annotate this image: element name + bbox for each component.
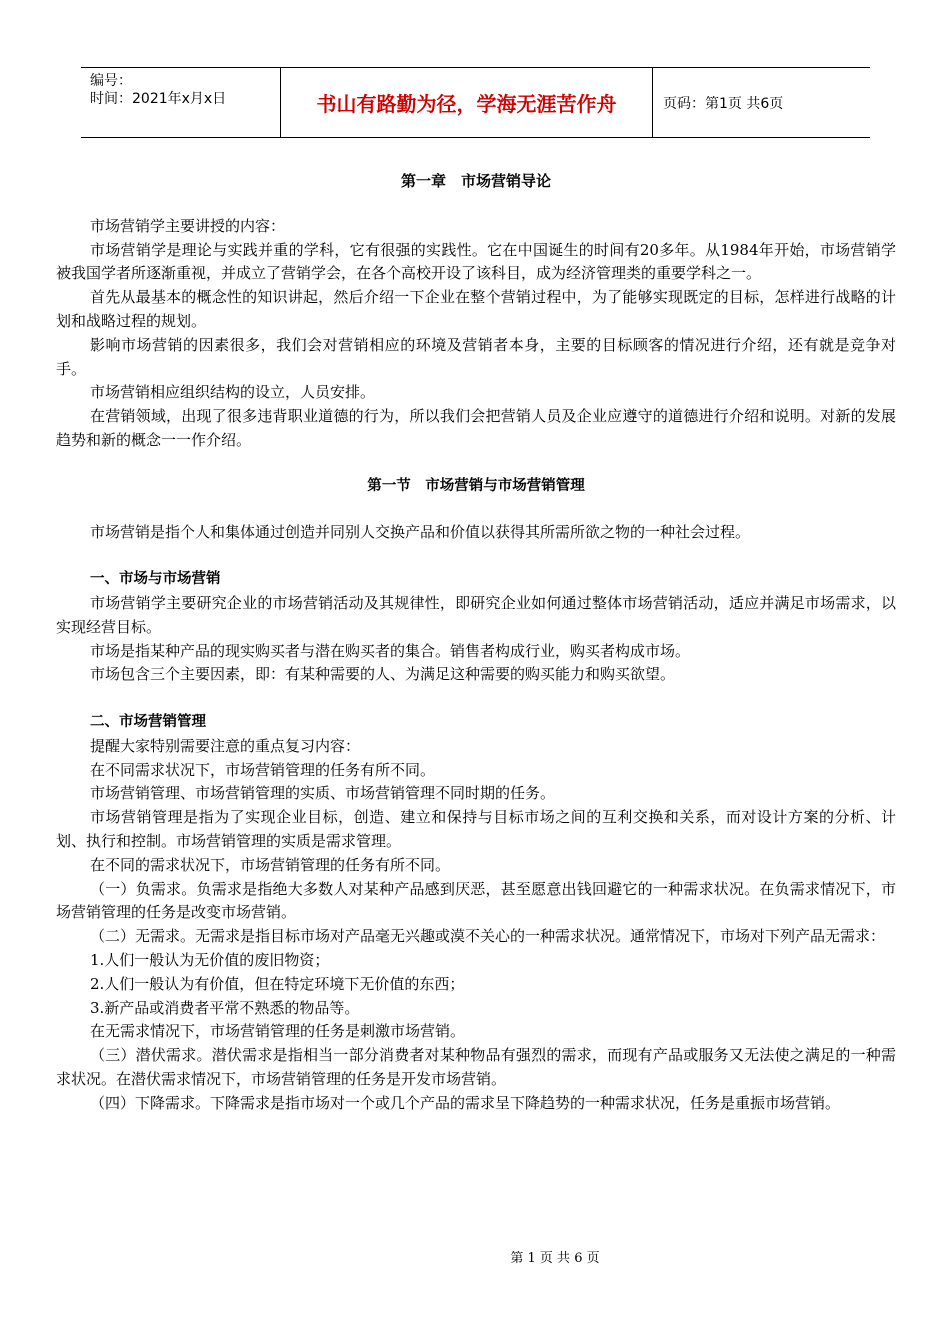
section-definition: 市场营销是指个人和集体通过创造并同别人交换产品和价值以获得其所需所欲之物的一种社会过程。: [90, 522, 751, 541]
paragraph: 在不同需求状况下，市场营销管理的任务有所不同。: [90, 760, 436, 779]
paragraph: 提醒大家特别需要注意的重点复习内容：: [90, 736, 361, 755]
paragraph: 在营销领域，出现了很多违背职业道德的行为，所以我们会把营销人员及企业应遵守的道德进行介绍和说明。对新的发展趋势和新的概念一一作介绍。: [56, 407, 896, 449]
chapter-title: 第一章 市场营销导论: [400, 172, 551, 190]
paragraph: （四）下降需求。下降需求是指市场对一个或几个产品的需求呈下降趋势的一种需求状况，任务是重振市场营销。: [90, 1093, 841, 1112]
page-footer: 第 1 页 共 6 页: [510, 1251, 600, 1266]
paragraph: 市场营销管理是指为了实现企业目标，创造、建立和保持与目标市场之间的互利交换和关系，而对设计方案的分析、计划、执行和控制。市场营销管理的实质是需求管理。: [56, 808, 896, 850]
header-motto: 书山有路勤为径，学海无涯苦作舟: [281, 68, 653, 137]
list-item: 1.人们一般认为无价值的废旧物资；: [90, 950, 330, 969]
header-left-cell: [81, 68, 281, 137]
header-table: [81, 67, 870, 138]
paragraph: 在无需求情况下，市场营销管理的任务是刺激市场营销。: [90, 1022, 466, 1041]
paragraph: （二）无需求。无需求是指目标市场对产品毫无兴趣或漠不关心的一种需求状况。通常情况下，市场对下列产品无需求：: [90, 927, 886, 946]
section-title: 第一节 市场营销与市场营销管理: [367, 477, 585, 494]
header-page-label: 页码：第1页 共6页: [663, 95, 784, 112]
paragraph: 市场包含三个主要因素，即：有某种需要的人、为满足这种需要的购买能力和购买欲望。: [90, 665, 676, 684]
paragraph: 市场是指某种产品的现实购买者与潜在购买者的集合。销售者构成行业，购买者构成市场。: [90, 641, 691, 660]
list-item: 3.新产品或消费者平常不熟悉的物品等。: [90, 998, 360, 1017]
list-item: 2.人们一般认为有价值，但在特定环境下无价值的东西；: [90, 974, 465, 993]
paragraph: 市场营销学主要研究企业的市场营销活动及其规律性，即研究企业如何通过整体市场营销活动，适应并满足市场需求，以实现经营目标。: [56, 593, 896, 636]
paragraph: 首先从最基本的概念性的知识讲起，然后介绍一下企业在整个营销过程中，为了能够实现既定的目标，怎样进行战略的计划和战略过程的规划。: [56, 288, 896, 330]
paragraph: （三）潜伏需求。潜伏需求是指相当一部分消费者对某种物品有强烈的需求，而现有产品或服务又无法使之满足的一种需求状况。在潜伏需求情况下，市场营销管理的任务是开发市场营销。: [56, 1046, 896, 1088]
subsection-title: 一、市场与市场营销: [90, 571, 221, 588]
paragraph: 市场营销管理、市场营销管理的实质、市场营销管理不同时期的任务。: [90, 784, 556, 803]
paragraph: 市场营销学是理论与实践并重的学科，它有很强的实践性。它在中国诞生的时间有20多年。从1984年开始，市场营销学被我国学者所逐渐重视，并成立了营销学会，在各个高校开设了该科目，成为经济管理类的重要学科之一。: [56, 240, 896, 283]
document-time-label: 时间：2021年x月x日: [90, 91, 227, 107]
paragraph: 影响市场营销的因素很多，我们会对营销相应的环境及营销者本身，主要的目标顾客的情况进行介绍，还有就是竞争对手。: [56, 335, 896, 378]
paragraph: 在不同的需求状况下，市场营销管理的任务有所不同。: [90, 855, 451, 874]
paragraph: （一）负需求。负需求是指绝大多数人对某种产品感到厌恶，甚至愿意出钱回避它的一种需求状况。在负需求情况下，市场营销管理的任务是改变市场营销。: [56, 879, 896, 922]
subsection-title: 二、市场营销管理: [90, 713, 206, 730]
paragraph: 市场营销相应组织结构的设立，人员安排。: [90, 383, 376, 402]
paragraph: 市场营销学主要讲授的内容：: [90, 216, 286, 235]
document-number-label: 编号：: [90, 73, 132, 89]
document-body: [56, 170, 896, 1115]
